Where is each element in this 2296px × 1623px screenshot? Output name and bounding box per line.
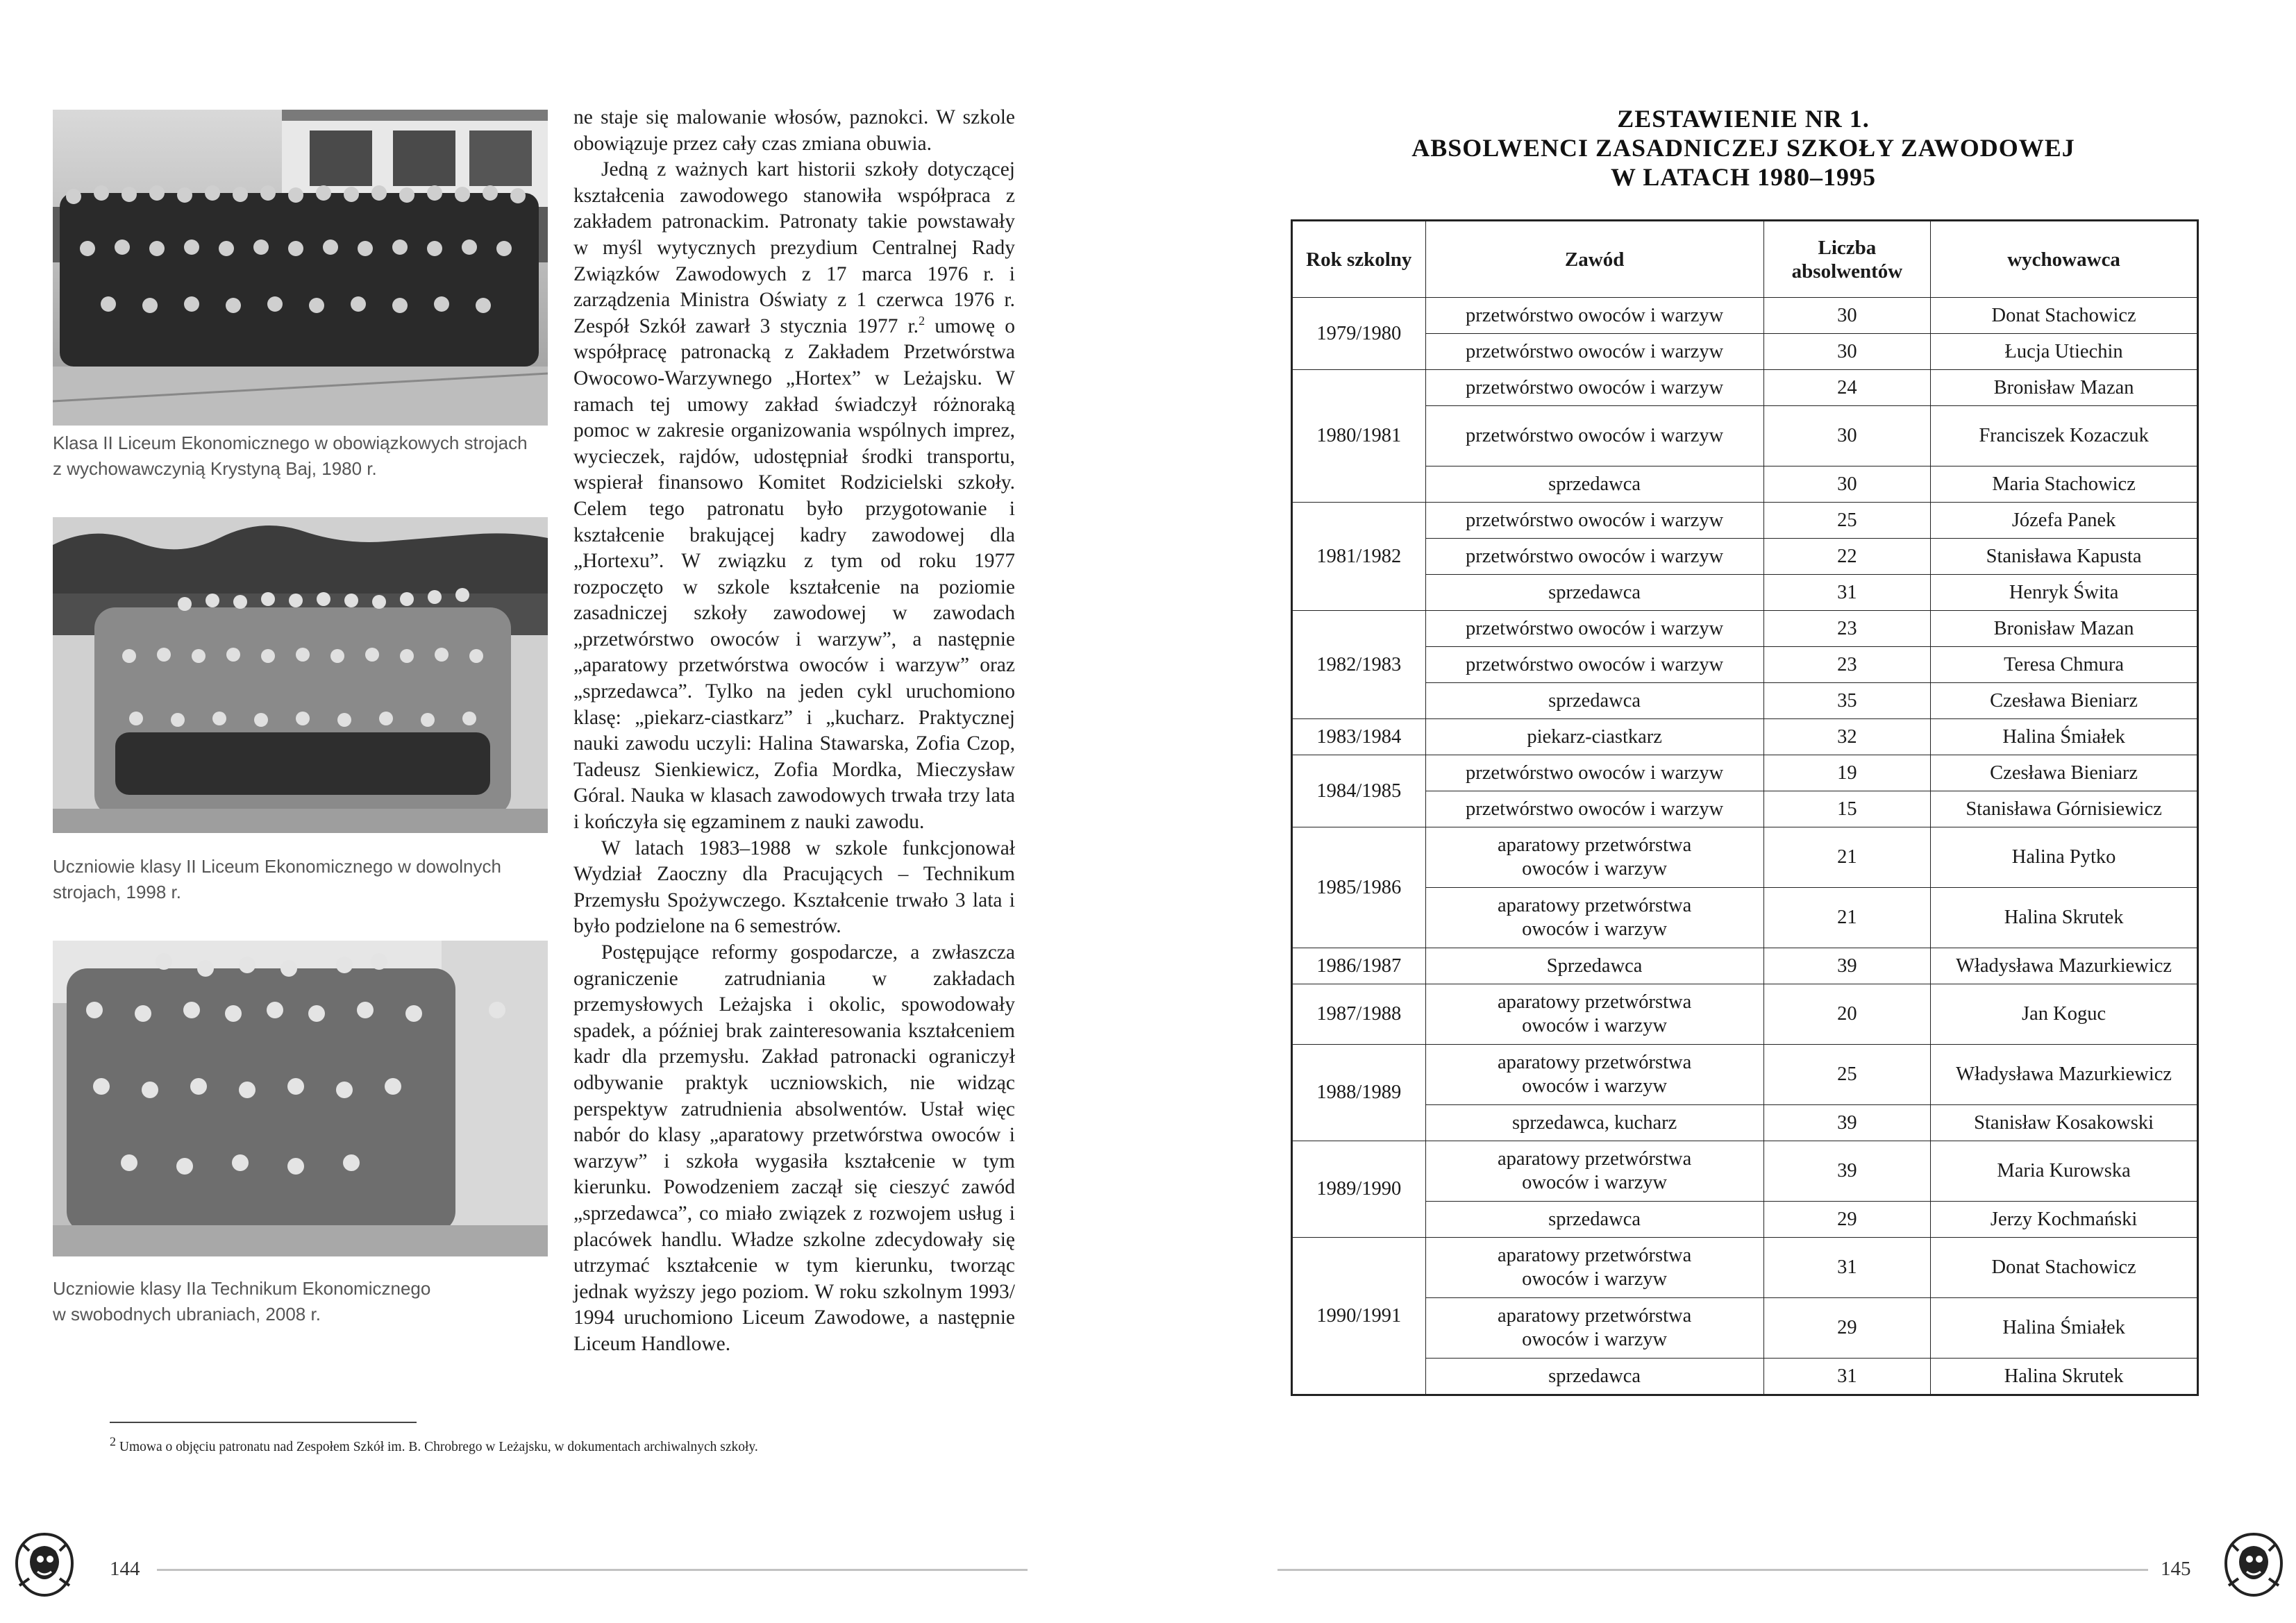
page-number: 145 — [2161, 1558, 2191, 1580]
graduates-count-cell: 39 — [1763, 1105, 1931, 1141]
table-row — [1292, 827, 2198, 888]
profession-cell: aparatowy przetwórstwa owoców i warzyw — [1425, 1238, 1763, 1298]
graduates-count-cell: 15 — [1763, 791, 1931, 827]
table-row — [1292, 406, 2198, 466]
graduates-count-cell: 30 — [1763, 406, 1931, 466]
header-profession: Zawód — [1425, 221, 1763, 298]
photo-caption-2 — [53, 854, 553, 905]
year-cell: 1981/1982 — [1292, 503, 1426, 611]
graduates-count-cell: 30 — [1763, 298, 1931, 334]
profession-cell: przetwórstwo owoców i warzyw — [1425, 503, 1763, 539]
profession-cell: sprzedawca, kucharz — [1425, 1105, 1763, 1141]
profession-cell: sprzedawca — [1425, 575, 1763, 611]
class-photo-1998 — [53, 517, 548, 833]
footnote-text: Umowa o objęciu patronatu nad Zespołem Szkół im. B. Chrobrego w Leżajsku, w dokumentach archiwalnych szkoły. — [119, 1440, 758, 1454]
tutor-cell: Jerzy Kochmański — [1931, 1202, 2198, 1238]
year-cell: 1987/1988 — [1292, 984, 1426, 1045]
page-number: 144 — [110, 1558, 140, 1580]
profession-cell: aparatowy przetwórstwa owoców i warzyw — [1425, 1298, 1763, 1359]
graduates-count-cell: 20 — [1763, 984, 1931, 1045]
profession-cell: Sprzedawca — [1425, 948, 1763, 984]
table-header-row — [1292, 221, 2198, 298]
table-row — [1292, 466, 2198, 503]
table-row — [1292, 334, 2198, 370]
graduates-count-cell: 29 — [1763, 1298, 1931, 1359]
profession-cell: przetwórstwo owoców i warzyw — [1425, 791, 1763, 827]
profession-cell: aparatowy przetwórstwa owoców i warzyw — [1425, 984, 1763, 1045]
graduates-count-cell: 31 — [1763, 1238, 1931, 1298]
year-cell: 1983/1984 — [1292, 719, 1426, 755]
graduates-table — [1291, 219, 2199, 1396]
table-body — [1292, 298, 2198, 1395]
header-tutor: wychowawca — [1931, 221, 2198, 298]
year-cell: 1988/1989 — [1292, 1045, 1426, 1141]
graduates-count-cell: 29 — [1763, 1202, 1931, 1238]
table-row — [1292, 948, 2198, 984]
graduates-count-cell: 30 — [1763, 334, 1931, 370]
caption-line: strojach, 1998 r. — [53, 882, 181, 902]
profession-cell: przetwórstwo owoców i warzyw — [1425, 755, 1763, 791]
tutor-cell: Henryk Świta — [1931, 575, 2198, 611]
graduates-count-cell: 24 — [1763, 370, 1931, 406]
graduates-count-cell: 35 — [1763, 683, 1931, 719]
profession-cell: przetwórstwo owoców i warzyw — [1425, 611, 1763, 647]
profession-cell: aparatowy przetwórstwa owoców i warzyw — [1425, 1141, 1763, 1202]
profession-cell: przetwórstwo owoców i warzyw — [1425, 334, 1763, 370]
profession-cell: aparatowy przetwórstwa owoców i warzyw — [1425, 827, 1763, 888]
year-cell: 1984/1985 — [1292, 755, 1426, 827]
profession-cell: sprzedawca — [1425, 1359, 1763, 1395]
title-line: W LATACH 1980–1995 — [1610, 163, 1877, 191]
table-row — [1292, 503, 2198, 539]
graduates-count-cell: 25 — [1763, 1045, 1931, 1105]
table-row — [1292, 984, 2198, 1045]
tutor-cell: Stanisława Górnisiewicz — [1931, 791, 2198, 827]
table-row — [1292, 370, 2198, 406]
table-row — [1292, 575, 2198, 611]
paragraph-text: umowę o współpracę patronacką z Zakładem Przetwórstwa Owocowo-Warzywnego „Hortex” w Leżajsku. W ramach tej umowy zakład świadczył różnoraką pomoc w zakresie organizowania wspólnych imprez, wycieczek, rajdów, udostępniał środki transportu, wspierał finansowo Komitet Rodzicielski szkoły. Celem tego patronatu było przygotowanie i kształcenie brakującej kadry zawodowej dla „Hortexu”. W związku z tym od roku 1977 rozpoczęto w szkole kształcenie na poziomie zasadniczej szkoły zawodowej w zawodach „przetwórstwo owoców i warzyw”, a następnie „aparatowy przetwórstwa owoców i warzyw” oraz „sprzedawca”. Tylko na jeden cykl uruchomiono klasę: „piekarz-ciastkarz” i „kucharz. Praktycznej nauki zawodu uczyli: Halina Stawarska, Zofia Czop, Tadeusz Sienkiewicz, Zofia Mordka, Mieczysław Góral. Nauka w klasach zawodowych trwała trzy lata i kończyła się egzaminem z nauki zawodu. — [573, 314, 1015, 834]
class-photo-2008 — [53, 941, 548, 1256]
profession-cell: przetwórstwo owoców i warzyw — [1425, 406, 1763, 466]
table-row — [1292, 1238, 2198, 1298]
tutor-cell: Czesława Bieniarz — [1931, 755, 2198, 791]
table-row — [1292, 1141, 2198, 1202]
paragraph: ne staje się malowanie włosów, paznokci. W szkole obowiązuje przez cały czas zmiana obuwia. — [573, 106, 1015, 155]
title-line: ABSOLWENCI ZASADNICZEJ SZKOŁY ZAWODOWEJ — [1411, 134, 2075, 162]
table-row — [1292, 1202, 2198, 1238]
tutor-cell: Łucja Utiechin — [1931, 334, 2198, 370]
graduates-count-cell: 39 — [1763, 1141, 1931, 1202]
profession-cell: aparatowy przetwórstwa owoców i warzyw — [1425, 888, 1763, 948]
footer-rule — [157, 1569, 1028, 1571]
profession-cell: przetwórstwo owoców i warzyw — [1425, 298, 1763, 334]
profession-cell: przetwórstwo owoców i warzyw — [1425, 539, 1763, 575]
footnote-rule — [110, 1422, 417, 1423]
tutor-cell: Józefa Panek — [1931, 503, 2198, 539]
paragraph: Postępujące reformy gospodarcze, a zwłaszcza ograniczenie zatrudniania w zakładach przemysłowych Leżajska i okolic, spowodowały spadek, a później brak zainteresowania kształceniem kadr dla przemysłu. Zakład patronacki ograniczył odbywanie praktyk uczniowskich, nie widząc perspektyw zatrudnienia absolwentów. Ustał więc nabór do klasy „aparatowy przetwórstwa owoców i warzyw” i szkoła wygasiła kształcenie w tym kierunku. Powodzeniem zaczął się cieszyć zawód „sprzedawca”, co miało związek z rozwojem usług i placówek handlu. Władze szkolne zdecydowały się utrzymać kształcenie w tym kierunku, tworząc jednak wyższy jego poziom. W roku szkolnym 1993/ 1994 uruchomiono Liceum Zawodowe, a następnie Liceum Handlowe. — [573, 941, 1015, 1355]
class-photo-1980 — [53, 110, 548, 426]
year-cell: 1985/1986 — [1292, 827, 1426, 948]
graduates-count-cell: 21 — [1763, 827, 1931, 888]
year-cell: 1990/1991 — [1292, 1238, 1426, 1395]
caption-line: Uczniowie klasy IIa Technikum Ekonomicznego — [53, 1278, 431, 1299]
tutor-cell: Bronisław Mazan — [1931, 370, 2198, 406]
graduates-count-cell: 31 — [1763, 1359, 1931, 1395]
graduates-count-cell: 19 — [1763, 755, 1931, 791]
title-line: ZESTAWIENIE NR 1. — [1617, 105, 1870, 133]
tutor-cell: Władysława Mazurkiewicz — [1931, 1045, 2198, 1105]
photo-caption-1 — [53, 430, 553, 482]
caption-line: Uczniowie klasy II Liceum Ekonomicznego w dowolnych — [53, 856, 501, 877]
tutor-cell: Władysława Mazurkiewicz — [1931, 948, 2198, 984]
year-cell: 1979/1980 — [1292, 298, 1426, 370]
graduates-count-cell: 21 — [1763, 888, 1931, 948]
graduates-count-cell: 30 — [1763, 466, 1931, 503]
caption-line: Klasa II Liceum Ekonomicznego w obowiązkowych strojach — [53, 432, 528, 453]
tutor-cell: Halina Śmiałek — [1931, 719, 2198, 755]
tutor-cell: Bronisław Mazan — [1931, 611, 2198, 647]
tutor-cell: Halina Skrutek — [1931, 1359, 2198, 1395]
profession-cell: aparatowy przetwórstwa owoców i warzyw — [1425, 1045, 1763, 1105]
tutor-cell: Maria Kurowska — [1931, 1141, 2198, 1202]
tutor-cell: Donat Stachowicz — [1931, 1238, 2198, 1298]
header-graduates-count: Liczba absolwentów — [1763, 221, 1931, 298]
footnote-number: 2 — [110, 1434, 116, 1449]
table-row — [1292, 683, 2198, 719]
tutor-cell: Stanisława Kapusta — [1931, 539, 2198, 575]
table-title — [1289, 104, 2198, 192]
year-cell: 1989/1990 — [1292, 1141, 1426, 1238]
graduates-count-cell: 23 — [1763, 611, 1931, 647]
graduates-count-cell: 32 — [1763, 719, 1931, 755]
year-cell: 1982/1983 — [1292, 611, 1426, 719]
table-row — [1292, 298, 2198, 334]
table-row — [1292, 1105, 2198, 1141]
header-year: Rok szkolny — [1292, 221, 1426, 298]
table-row — [1292, 539, 2198, 575]
school-emblem-icon — [2222, 1530, 2286, 1599]
profession-cell: sprzedawca — [1425, 683, 1763, 719]
table-row — [1292, 1045, 2198, 1105]
tutor-cell: Jan Koguc — [1931, 984, 2198, 1045]
footnote — [110, 1434, 943, 1456]
tutor-cell: Stanisław Kosakowski — [1931, 1105, 2198, 1141]
tutor-cell: Teresa Chmura — [1931, 647, 2198, 683]
tutor-cell: Franciszek Kozaczuk — [1931, 406, 2198, 466]
tutor-cell: Halina Skrutek — [1931, 888, 2198, 948]
graduates-count-cell: 22 — [1763, 539, 1931, 575]
paragraph — [573, 157, 1015, 835]
graduates-count-cell: 23 — [1763, 647, 1931, 683]
year-cell: 1986/1987 — [1292, 948, 1426, 984]
caption-line: z wychowawczynią Krystyną Baj, 1980 r. — [53, 458, 377, 479]
tutor-cell: Halina Pytko — [1931, 827, 2198, 888]
graduates-count-cell: 25 — [1763, 503, 1931, 539]
tutor-cell: Czesława Bieniarz — [1931, 683, 2198, 719]
paragraph: W latach 1983–1988 w szkole funkcjonował Wydział Zaoczny dla Pracujących – Technikum Przemysłu Spożywczego. Kształcenie trwało 3 lata i było podzielone na 6 semestrów. — [573, 836, 1015, 938]
graduates-count-cell: 31 — [1763, 575, 1931, 611]
footnote-ref: 2 — [919, 313, 925, 328]
year-cell: 1980/1981 — [1292, 370, 1426, 503]
profession-cell: sprzedawca — [1425, 466, 1763, 503]
table-row — [1292, 755, 2198, 791]
photo-caption-3 — [53, 1276, 553, 1327]
table-row — [1292, 719, 2198, 755]
body-text-column — [573, 105, 1015, 1358]
footer-rule — [1277, 1569, 2148, 1571]
caption-line: w swobodnych ubraniach, 2008 r. — [53, 1304, 321, 1325]
table-row — [1292, 888, 2198, 948]
table-row — [1292, 791, 2198, 827]
table-row — [1292, 1359, 2198, 1395]
paragraph-text: Jedną z ważnych kart historii szkoły dotyczącej kształcenia zawodowego stanowiła współpraca z zakładem patronackim. Patronaty takie powstawały w myśl wytycznych prezydium Centralnej Rady Związków Zawodowych z 17 marca 1976 r. i zarządzenia Ministra Oświaty z 1 czerwca 1976 r. Zespół Szkół zawarł 3 stycznia 1977 r. — [573, 158, 1015, 337]
profession-cell: przetwórstwo owoców i warzyw — [1425, 647, 1763, 683]
tutor-cell: Maria Stachowicz — [1931, 466, 2198, 503]
profession-cell: piekarz-ciastkarz — [1425, 719, 1763, 755]
graduates-count-cell: 39 — [1763, 948, 1931, 984]
table-row — [1292, 1298, 2198, 1359]
school-emblem-icon — [12, 1530, 76, 1599]
profession-cell: przetwórstwo owoców i warzyw — [1425, 370, 1763, 406]
table-row — [1292, 611, 2198, 647]
profession-cell: sprzedawca — [1425, 1202, 1763, 1238]
tutor-cell: Donat Stachowicz — [1931, 298, 2198, 334]
table-row — [1292, 647, 2198, 683]
tutor-cell: Halina Śmiałek — [1931, 1298, 2198, 1359]
